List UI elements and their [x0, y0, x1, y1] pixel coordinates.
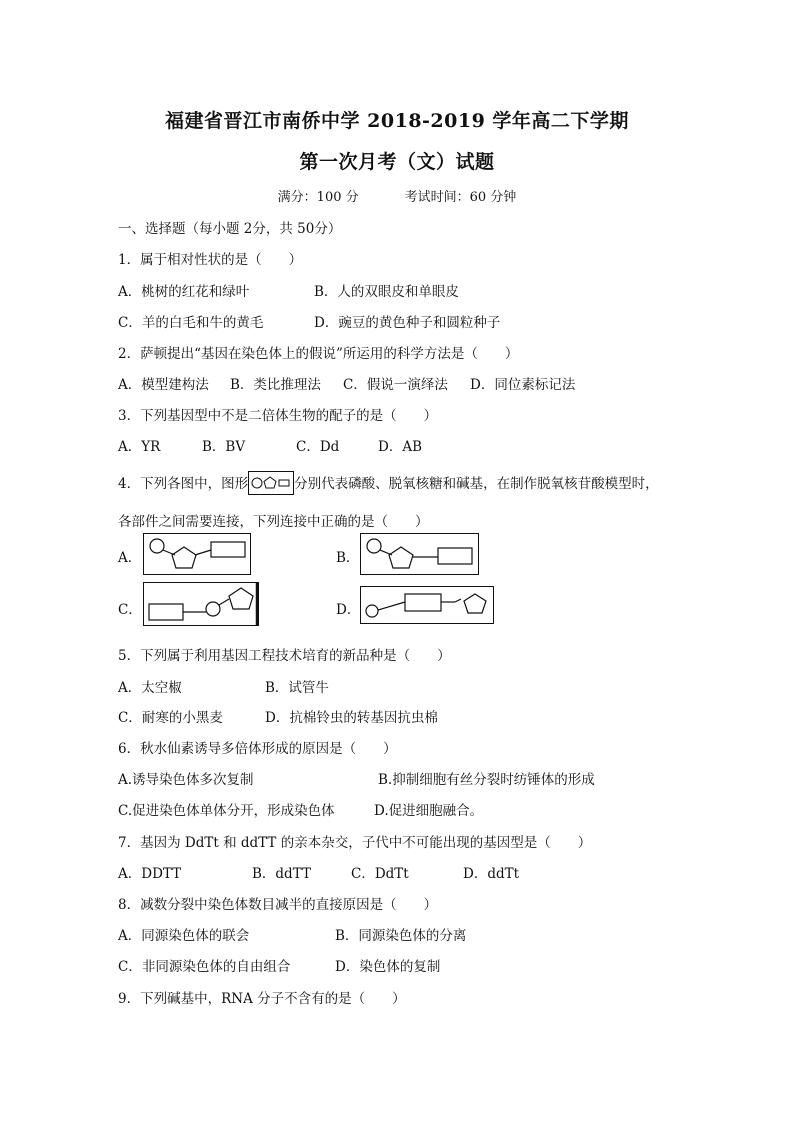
exam-title-line1: 福建省晋江市南侨中学 2018-2019 学年高二下学期: [165, 110, 629, 132]
exam-time: 考试时间：60 分钟: [404, 190, 517, 205]
q1-option-a: A．桃树的红花和绿叶: [118, 284, 250, 300]
q6-stem: 6．秋水仙素诱导多倍体形成的原因是（ ）: [118, 741, 397, 757]
q8-option-a: A．同源染色体的联会: [118, 928, 250, 944]
q3-option-c: C．Dd: [296, 439, 340, 455]
q9-stem: 9．下列碱基中，RNA 分子不含有的是（ ）: [118, 991, 406, 1007]
q4-diagram-a: [143, 533, 251, 575]
q7-option-b: B．ddTT: [252, 866, 311, 882]
q3-option-b: B．BV: [202, 439, 246, 455]
q5-stem: 5．下列属于利用基因工程技术培育的新品种是（ ）: [118, 648, 451, 664]
q8-option-d: D．染色体的复制: [335, 959, 441, 975]
q4-diagram-d: [360, 586, 494, 624]
q7-option-c: C．DdTt: [351, 866, 409, 882]
q3-option-a: A．YR: [118, 439, 161, 455]
section-heading: 一、选择题（每小题 2分，共 50分）: [118, 221, 342, 237]
q2-stem: 2．萨顿提出“基因在染色体上的假说”所运用的科学方法是（ ）: [118, 346, 519, 362]
q8-option-c: C．非同源染色体的自由组合: [118, 959, 291, 975]
q8-stem: 8．减数分裂中染色体数目减半的直接原因是（ ）: [118, 897, 438, 913]
q7-stem: 7．基因为 DdTt 和 ddTT 的亲本杂交，子代中不可能出现的基因型是（ ）: [118, 835, 592, 851]
q2-option-d: D．同位素标记法: [470, 377, 576, 393]
q4-diagram-c: [143, 582, 259, 626]
q8-option-b: B．同源染色体的分离: [335, 928, 467, 944]
q1-option-c: C．羊的白毛和牛的黄毛: [118, 315, 264, 331]
q3-stem: 3．下列基因型中不是二倍体生物的配子的是（ ）: [118, 408, 438, 424]
q5-option-a: A．太空椒: [118, 680, 182, 696]
exam-title-line2: 第一次月考（文）试题: [299, 151, 495, 173]
q6-option-b: B.抑制细胞有丝分裂时纺锤体的形成: [378, 772, 595, 788]
q4-label-d: D．: [336, 602, 361, 618]
q5-option-d: D．抗棉铃虫的转基因抗虫棉: [265, 710, 438, 726]
q2-option-c: C．假说一演绎法: [343, 377, 448, 393]
q6-option-d: D.促进细胞融合。: [374, 803, 484, 819]
q5-option-c: C．耐寒的小黑麦: [118, 710, 223, 726]
q1-stem: 1．属于相对性状的是（ ）: [118, 252, 303, 268]
q4-stem-post: 分别代表磷酸、脱氧核糖和碱基，在制作脱氧核苷酸模型时，: [294, 476, 659, 492]
q4-diagram-b: [360, 533, 479, 575]
q1-option-d: D．豌豆的黄色种子和圆粒种子: [314, 315, 501, 331]
q4-label-a: A．: [118, 550, 142, 566]
q7-option-d: D．ddTt: [463, 866, 520, 882]
q4-stem-pre: 4．下列各图中，图形: [118, 476, 249, 492]
q4-label-b: B．: [336, 550, 360, 566]
q2-option-a: A．模型建构法: [118, 377, 209, 393]
q6-option-a: A.诱导染色体多次复制: [118, 772, 254, 788]
exam-meta: [0, 186, 794, 205]
q1-option-b: B．人的双眼皮和单眼皮: [314, 284, 459, 300]
q5-option-b: B．试管牛: [265, 680, 329, 696]
q6-option-c: C.促进染色体单体分开，形成染色体: [118, 803, 335, 819]
q4-label-c: C．: [118, 602, 142, 618]
q3-option-d: D．AB: [378, 439, 422, 455]
shape-legend-icon: [248, 471, 294, 495]
full-score: 满分：100 分: [277, 190, 359, 205]
q7-option-a: A．DDTT: [118, 866, 182, 882]
q2-option-b: B．类比推理法: [230, 377, 321, 393]
q4-stem: [118, 472, 659, 497]
q4-stem-line2: 各部件之间需要连接，下列连接中正确的是（ ）: [118, 514, 429, 530]
